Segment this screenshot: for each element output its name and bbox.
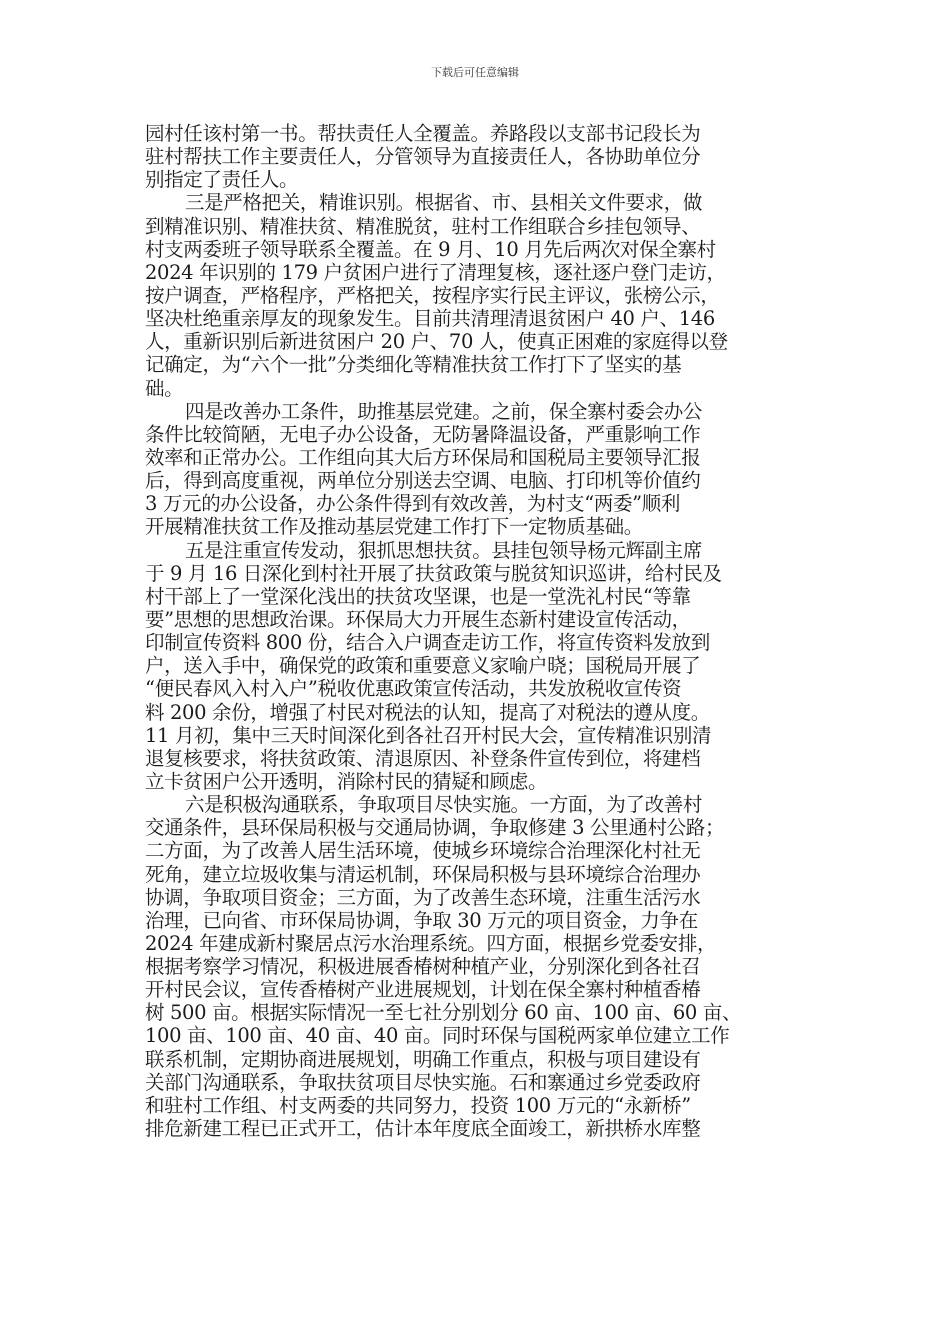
text-line: 交通条件，县环保局积极与交通局协调，争取修建 3 公里通村公路； [145,816,725,840]
page-header-note: 下载后可任意编辑 [431,66,519,79]
text-line: 村干部上了一堂深化浅出的扶贫攻坚课，也是一堂洗礼村民“等靠 [145,584,691,608]
text-line: 死角，建立垃圾收集与清运机制，环保局积极与县环境综合治理办 [145,862,701,886]
document-body [145,122,805,1140]
text-line: 关部门沟通联系，争取扶贫项目尽快实施。石和寨通过乡党委政府 [145,1070,701,1094]
text-line: 后，得到高度重视，两单位分别送去空调、电脑、打印机等价值约 [145,469,701,493]
text-line: 2024 年识别的 179 户贫困户进行了清理复核，逐社逐户登门走访， [145,260,726,284]
text-line: 协调，争取项目资金；三方面，为了改善生态环境，注重生活污水 [145,885,701,909]
text-line: 11 月初，集中三天时间深化到各社召开村民大会，宣传精准识别清 [145,723,712,747]
text-line: 按户调查，严格程序，严格把关，按程序实行民主评议，张榜公示， [145,283,720,307]
text-line: 二方面，为了改善人居生活环境，使城乡环境综合治理深化村社无 [145,839,701,863]
text-line: 和驻村工作组、村支两委的共同努力，投资 100 万元的“永新桥” [145,1093,691,1117]
text-line: 驻村帮扶工作主要责任人，分管领导为直接责任人，各协助单位分 [145,145,701,169]
text-line: 六是积极沟通联系，争取项目尽快实施。一方面，为了改善村 [185,793,703,817]
text-line: 效率和正常办公。工作组向其大后方环保局和国税局主要领导汇报 [145,445,701,469]
text-line: 三是严格把关，精谁识别。根据省、市、县相关文件要求，做 [185,191,703,215]
text-line: 开村民会议，宣传香椿树产业进展规划，计划在保全寨村种植香椿 [145,978,701,1002]
text-line: 记确定，为“六个一批”分类细化等精准扶贫工作打下了坚实的基 [145,353,682,377]
text-line: 联系机制，定期协商进展规划，明确工作重点，积极与项目建设有 [145,1047,701,1071]
text-line: 园村任该村第一书。帮扶责任人全覆盖。养路段以支部书记段长为 [145,122,701,145]
text-line: 印制宣传资料 800 份，结合入户调查走访工作，将宣传资料发放到 [145,631,710,655]
text-line: 退复核要求，将扶贫政策、清退原因、补登条件宣传到位，将建档 [145,746,701,770]
text-line: 五是注重宣传发动，狠抓思想扶贫。县挂包领导杨元辉副主席 [185,538,703,562]
text-line: 四是改善办工条件，助推基层党建。之前，保全寨村委会办公 [185,399,703,423]
text-line: 立卡贫困户公开透明，消除村民的猜疑和顾虑。 [145,769,548,793]
text-line: “便民春风入村入户”税收优惠政策宣传活动，共发放税收宣传资 [145,677,682,701]
text-line: 治理，已向省、市环保局协调，争取 30 万元的项目资金，力争在 [145,908,698,932]
text-line: 条件比较简陋，无电子办公设备，无防暑降温设备，严重影响工作 [145,422,701,446]
text-line: 户，送入手中，确保党的政策和重要意义家喻户晓；国税局开展了 [145,654,701,678]
text-line: 别指定了责任人。 [145,168,299,192]
text-line: 料 200 余份，增强了村民对税法的认知，提高了对税法的遵从度。 [145,700,710,724]
text-line: 于 9 月 16 日深化到村社开展了扶贫政策与脱贫知识巡讲，给村民及 [145,561,722,585]
text-line: 2024 年建成新村聚居点污水治理系统。四方面，根据乡党委安排， [145,931,717,955]
text-line: 要”思想的思想政治课。环保局大力开展生态新村建设宣传活动， [145,607,691,631]
text-line: 树 500 亩。根据实际情况一至七社分别划分 60 亩、100 亩、60 亩、 [145,1001,742,1025]
text-line: 排危新建工程已正式开工，估计本年度底全面竣工，新拱桥水库整 [145,1117,701,1141]
text-line: 开展精准扶贫工作及推动基层党建工作打下一定物质基础。 [145,515,643,539]
text-line: 人，重新识别后新进贫困户 20 户、70 人，使真正困难的家庭得以登 [145,330,728,354]
text-line: 3 万元的办公设备，办公条件得到有效改善，为村支“两委”顺利 [145,492,681,516]
text-line: 到精准识别、精准扶贫、精准脱贫，驻村工作组联合乡挂包领导、 [145,214,701,238]
text-line: 100 亩、100 亩、40 亩、40 亩。同时环保与国税两家单位建立工作 [145,1024,730,1048]
text-line: 础。 [145,376,184,400]
text-line: 根据考察学习情况，积极进展香椿树种植产业，分别深化到各社召 [145,955,701,979]
text-line: 村支两委班子领导联系全覆盖。在 9 月、10 月先后两次对保全寨村 [145,237,716,261]
text-line: 坚决杜绝重亲厚友的现象发生。目前共清理清退贫困户 40 户、146 [145,307,715,331]
